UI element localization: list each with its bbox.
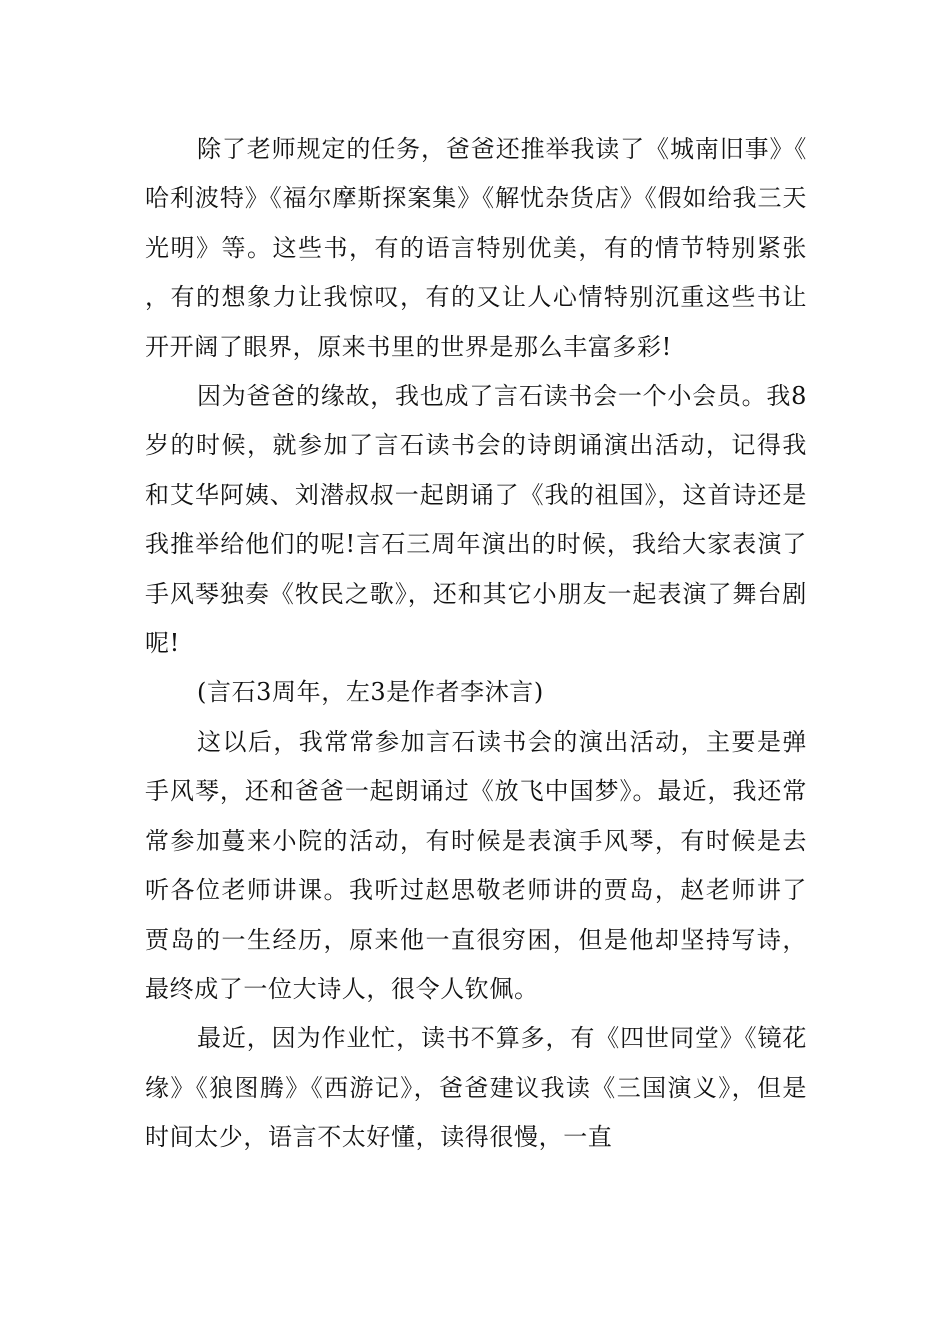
- paragraph-reading-club: 因为爸爸的缘故，我也成了言石读书会一个小会员。我8岁的时候，就参加了言石读书会的诗朗诵演出活动，记得我和艾华阿姨、刘潜叔叔一起朗诵了《我的祖国》，这首诗还是我推举给他们的呢!言石三周年演出的时候，我给大家表演了手风琴独奏《牧民之歌》，还和其它小朋友一起表演了舞台剧呢!: [145, 382, 807, 658]
- photo-caption: (言石3周年，左3是作者李沐言): [197, 678, 544, 707]
- paragraph-performances: 这以后，我常常参加言石读书会的演出活动，主要是弹手风琴，还和爸爸一起朗诵过《放飞中国梦》。最近，我还常常参加蔓来小院的活动，有时候是表演手风琴，有时候是去听各位老师讲课。我听过赵思敬老师讲的贾岛，赵老师讲了贾岛的一生经历，原来他一直很穷困，但是他却坚持写诗，最终成了一位大诗人，很令人钦佩。: [145, 727, 807, 1003]
- paragraph-recent-reading: 最近，因为作业忙，读书不算多，有《四世同堂》《镜花缘》《狼图腾》《西游记》，爸爸建议我读《三国演义》，但是时间太少，语言不太好懂，读得很慢，一直: [145, 1024, 807, 1152]
- document-body: [145, 125, 807, 1163]
- paragraph-reading-list: 除了老师规定的任务，爸爸还推举我读了《城南旧事》《哈利波特》《福尔摩斯探案集》《解忧杂货店》《假如给我三天光明》等。这些书，有的语言特别优美，有的情节特别紧张，有的想象力让我惊叹，有的又让人心情特别沉重这些书让开开阔了眼界，原来书里的世界是那么丰富多彩!: [145, 135, 807, 361]
